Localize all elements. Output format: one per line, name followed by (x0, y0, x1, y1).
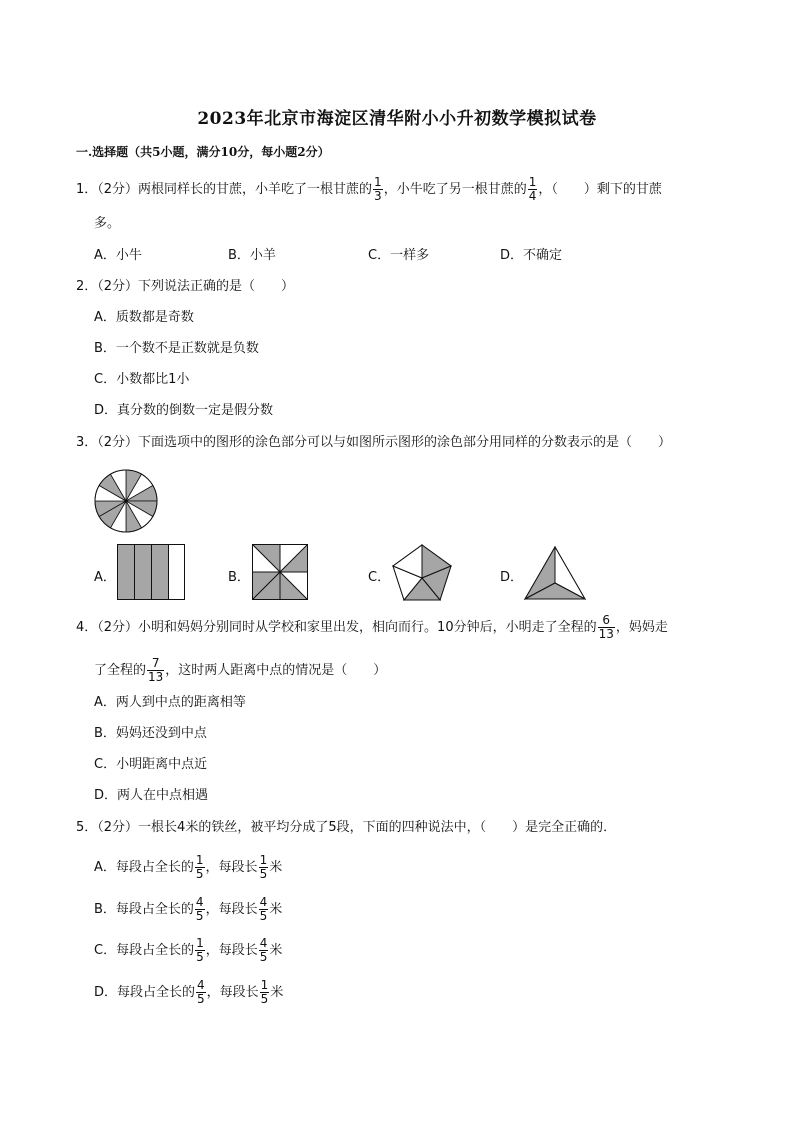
question-4-stem-cont: 了全程的 $\frac{7}{13}$ ，这时两人距离中点的情况是（ ） (94, 656, 387, 684)
question-5-option-b[interactable]: B．每段占全长的 $\frac{4}{5}$ ，每段长 $\frac{4}{5}$ 米 (94, 895, 283, 923)
question-1-option-b[interactable]: B．小羊 (228, 248, 276, 263)
question-4-option-b[interactable]: B．妈妈还没到中点 (94, 726, 207, 741)
question-2-option-b[interactable]: B．一个数不是正数就是负数 (94, 341, 259, 356)
question-1-option-a[interactable]: A．小牛 (94, 248, 142, 263)
fraction: $\frac{1}{5}$ (196, 936, 204, 964)
question-4-option-d[interactable]: D．两人在中点相遇 (94, 788, 209, 803)
fraction: $\frac{1}{5}$ (259, 853, 268, 881)
question-4-stem: 4．（2分）小明和妈妈分别同时从学校和家里出发，相向而行。10分钟后，小明走了全程的 $\frac{6}{13}$ ，妈妈走 (76, 613, 668, 641)
question-3-option-b[interactable]: B． (228, 570, 250, 585)
question-2-option-d[interactable]: D．真分数的倒数一定是假分数 (94, 403, 274, 418)
fraction: $\frac{1}{5}$ (260, 978, 269, 1006)
question-1-stem: 1．（2分）两根同样长的甘蔗，小羊吃了一根甘蔗的 $\frac{1}{3}$ ，小牛吃了另一根甘蔗的 $\frac{1}{4}$ ，（ ）剩下的甘蔗 (76, 175, 662, 203)
question-2-option-c[interactable]: C．小数都比1小 (94, 372, 190, 387)
fraction: $\frac{1}{4}$ (528, 175, 537, 203)
question-4-option-a[interactable]: A．两人到中点的距离相等 (94, 695, 246, 710)
fraction: $\frac{4}{5}$ (195, 895, 204, 923)
fraction: $\frac{1}{5}$ (195, 853, 204, 881)
fraction: $\frac{7}{13}$ (148, 656, 164, 684)
fraction: $\frac{4}{5}$ (259, 936, 268, 964)
question-3-option-c[interactable]: C． (368, 570, 391, 585)
question-1-option-d[interactable]: D．不确定 (500, 248, 563, 263)
triangle-3-parts-figure (524, 546, 586, 600)
question-3-option-a[interactable]: A． (94, 570, 116, 585)
question-5-stem: 5．（2分）一根长4米的铁丝，被平均分成了5段，下面的四种说法中，（ ）是完全正确的． (76, 820, 617, 835)
square-8-triangles-figure (252, 544, 308, 600)
question-2-stem: 2．（2分）下列说法正确的是（ ） (76, 279, 295, 294)
circle-12-sectors-figure (92, 468, 160, 534)
question-1-stem-cont: 多。 (94, 216, 121, 231)
question-4-option-c[interactable]: C．小明距离中点近 (94, 757, 208, 772)
fraction: $\frac{4}{5}$ (197, 978, 205, 1006)
question-2-option-a[interactable]: A．质数都是奇数 (94, 310, 194, 325)
question-3-option-d[interactable]: D． (500, 570, 524, 585)
question-5-option-c[interactable]: C．每段占全长的 $\frac{1}{5}$ ，每段长 $\frac{4}{5}$ 米 (94, 936, 283, 964)
rectangle-4-strips-figure (117, 544, 185, 600)
section-heading: 一.选择题（共5小题，满分10分，每小题2分） (76, 145, 330, 159)
question-1-option-c[interactable]: C．一样多 (368, 248, 430, 263)
pentagon-5-triangles-figure (391, 544, 453, 602)
question-5-option-a[interactable]: A．每段占全长的 $\frac{1}{5}$ ，每段长 $\frac{1}{5}$ 米 (94, 853, 283, 881)
question-3-stem: 3．（2分）下面选项中的图形的涂色部分可以与如图所示图形的涂色部分用同样的分数表示的是（ ） (76, 435, 672, 450)
question-5-option-d[interactable]: D．每段占全长的 $\frac{4}{5}$ ，每段长 $\frac{1}{5}$ 米 (94, 978, 284, 1006)
fraction: $\frac{4}{5}$ (259, 895, 268, 923)
fraction: $\frac{1}{3}$ (374, 175, 382, 203)
page-title: 2023年北京市海淀区清华附小小升初数学模拟试卷 (197, 109, 597, 129)
fraction: $\frac{6}{13}$ (598, 613, 614, 641)
